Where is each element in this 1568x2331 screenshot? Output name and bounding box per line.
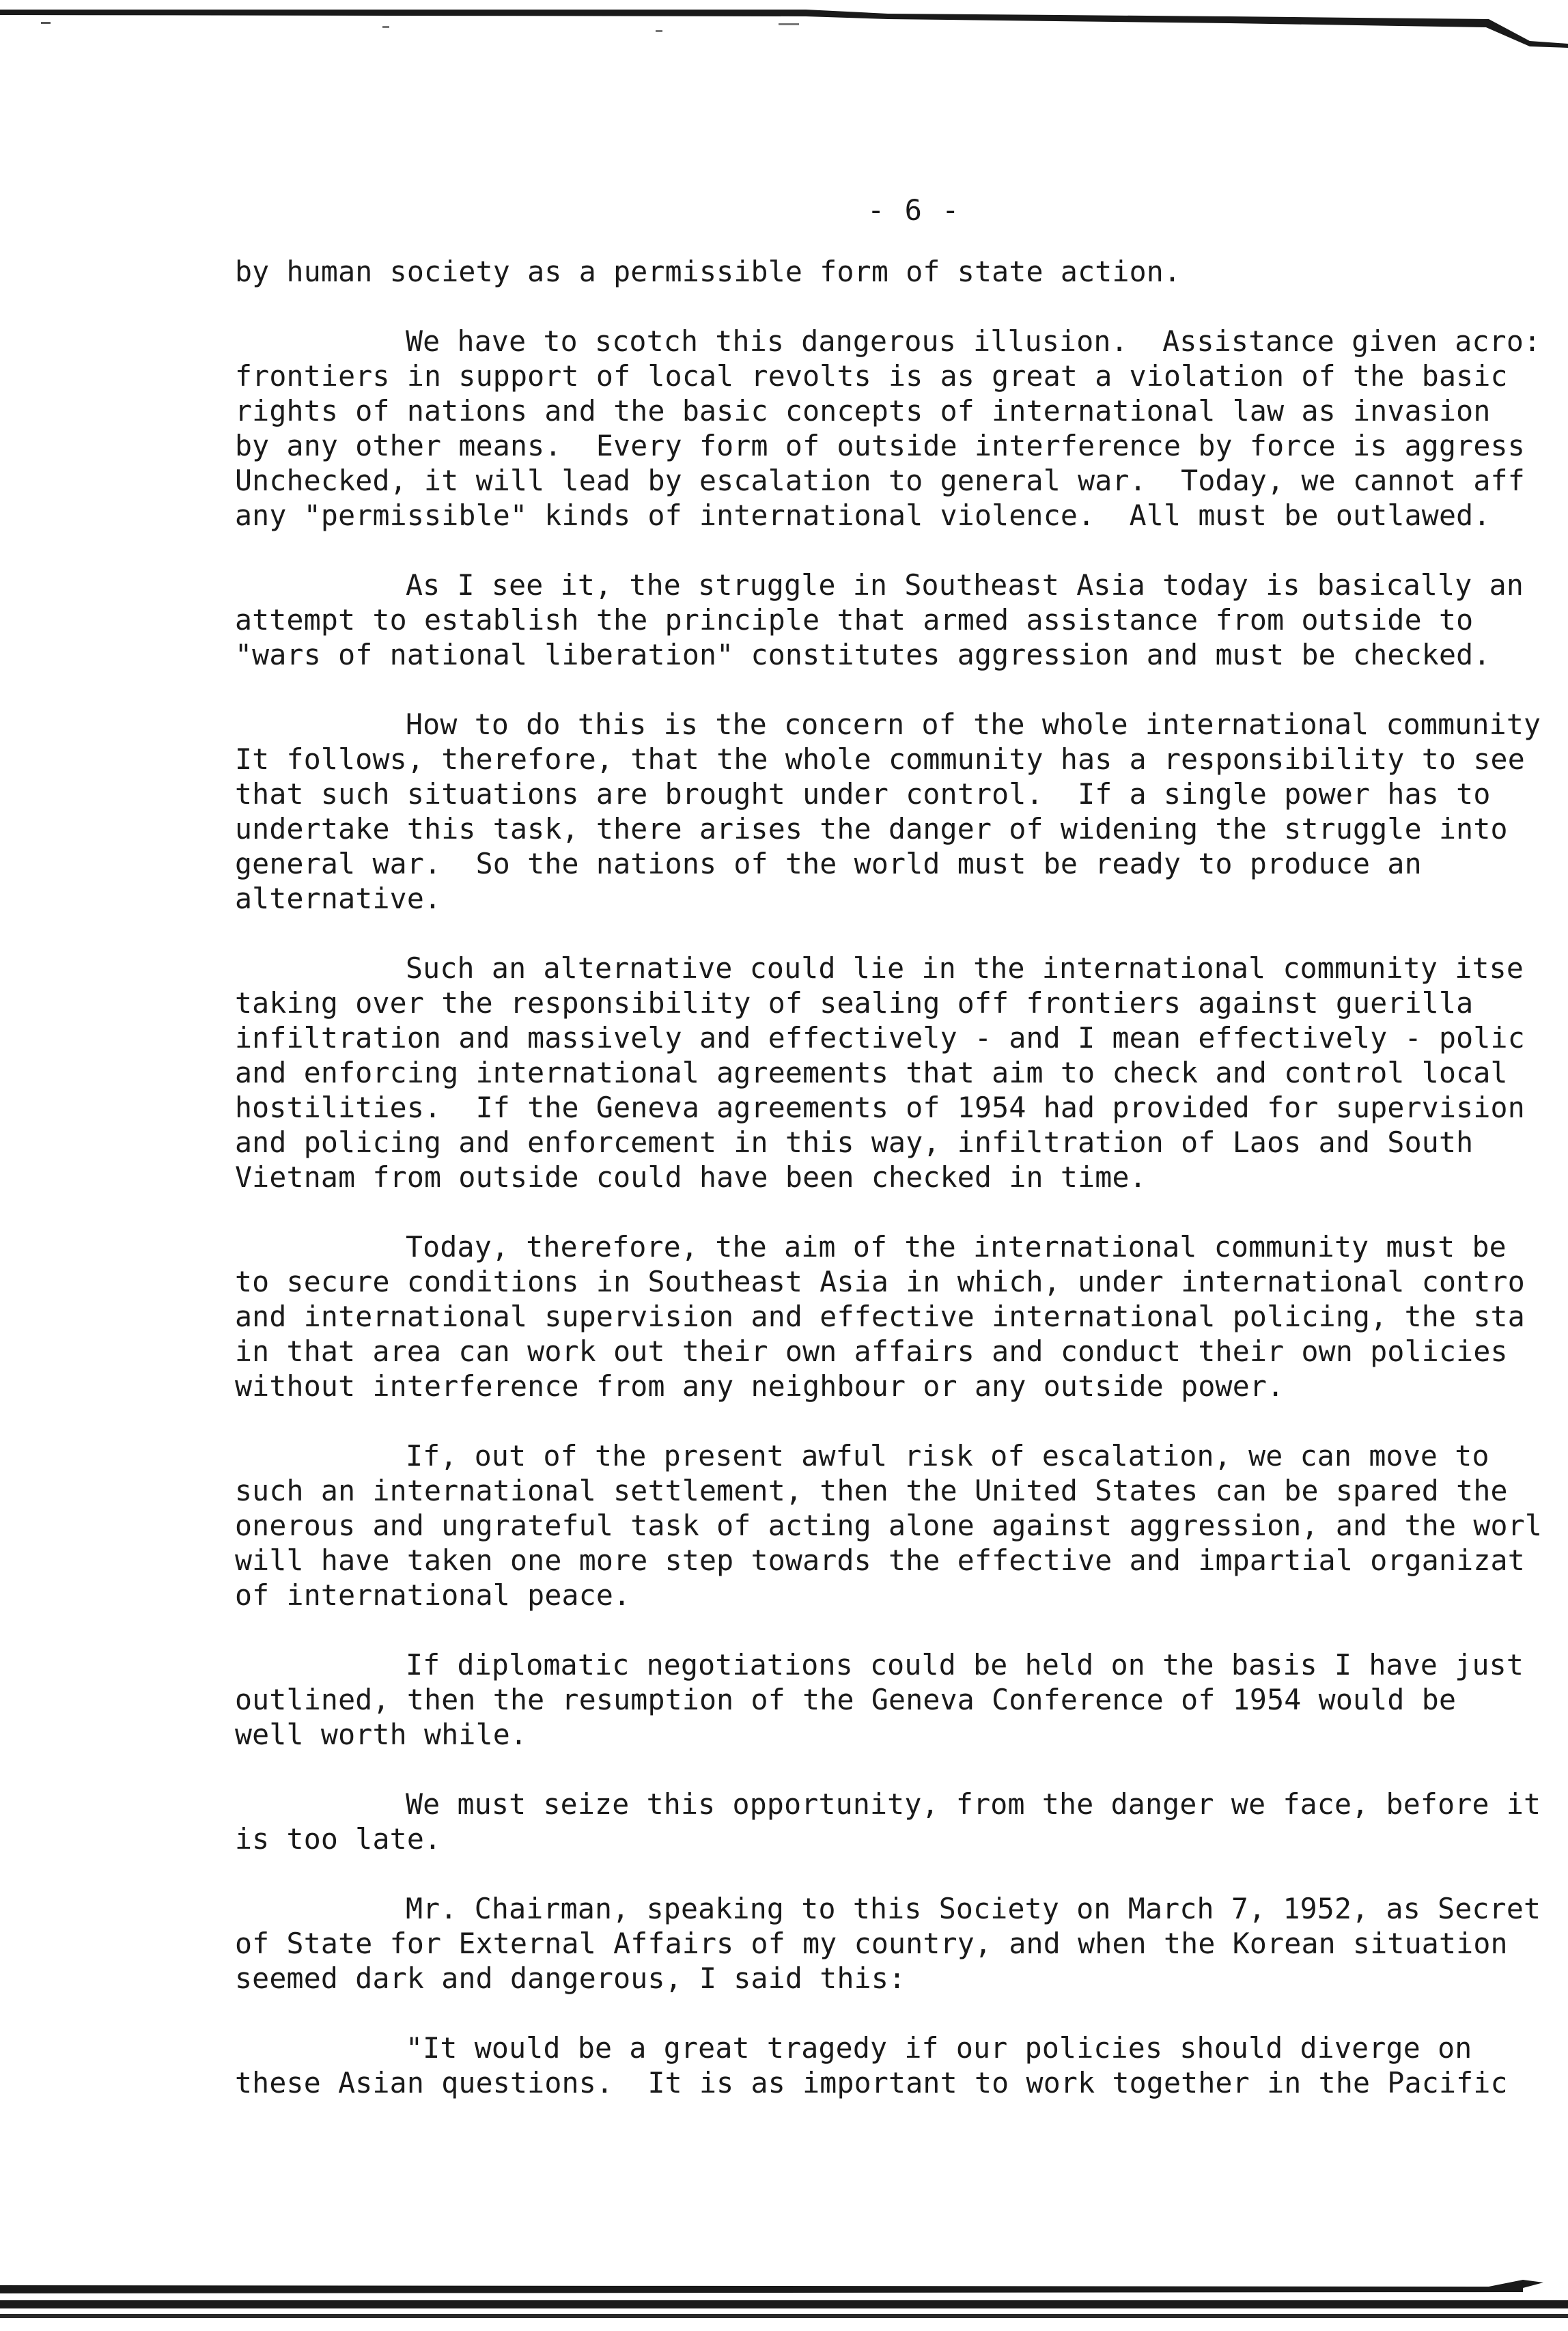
- text-line: taking over the responsibility of sealing off frontiers against guerilla: [235, 986, 1474, 1020]
- text-line: alternative.: [235, 882, 442, 915]
- text-line: well worth while.: [235, 1718, 528, 1751]
- text-line: of international peace.: [235, 1578, 631, 1612]
- text-line: these Asian questions. It is as important to work together in the Pacific: [235, 2066, 1508, 2099]
- text-line: without interference from any neighbour or any outside power.: [235, 1369, 1285, 1403]
- page-number: - 6 -: [867, 193, 961, 227]
- text-line: frontiers in support of local revolts is as great a violation of the basic: [235, 359, 1508, 393]
- text-line: that such situations are brought under control. If a single power has to: [235, 777, 1491, 811]
- text-line: As I see it, the struggle in Southeast Asia today is basically an: [406, 568, 1524, 602]
- text-line: We must seize this opportunity, from the danger we face, before it: [406, 1787, 1541, 1821]
- paragraph: [235, 1438, 1560, 1613]
- text-line: any "permissible" kinds of international violence. All must be outlawed.: [235, 499, 1491, 532]
- text-line: by human society as a permissible form of state action.: [235, 255, 1181, 288]
- text-line: infiltration and massively and effectively - and I mean effectively - polic: [235, 1021, 1525, 1055]
- paragraph: [235, 951, 1560, 1195]
- text-line: Today, therefore, the aim of the international community must be: [406, 1230, 1507, 1264]
- paragraph: [235, 1787, 1560, 1856]
- text-line: How to do this is the concern of the whole international community: [406, 708, 1541, 741]
- text-line: onerous and ungrateful task of acting alone against aggression, and the worl: [235, 1509, 1543, 1542]
- paragraph: [235, 1891, 1560, 1996]
- text-line: of State for External Affairs of my country, and when the Korean situation: [235, 1927, 1508, 1960]
- text-line: such an international settlement, then the United States can be spared the: [235, 1474, 1508, 1507]
- paragraph: [235, 1229, 1560, 1404]
- text-line: will have taken one more step towards the effective and impartial organizat: [235, 1544, 1525, 1577]
- text-line: and international supervision and effective international policing, the sta: [235, 1300, 1525, 1333]
- bottom-edge-rule: [0, 2267, 1568, 2331]
- text-line: Mr. Chairman, speaking to this Society on March 7, 1952, as Secret: [406, 1892, 1541, 1925]
- text-line: If diplomatic negotiations could be held on the basis I have just: [406, 1648, 1524, 1681]
- text-line: attempt to establish the principle that armed assistance from outside to: [235, 603, 1474, 637]
- text-line: to secure conditions in Southeast Asia in which, under international contro: [235, 1265, 1525, 1298]
- paragraph: [235, 568, 1560, 672]
- text-line: "wars of national liberation" constitutes aggression and must be checked.: [235, 638, 1491, 671]
- top-edge-rule: [0, 0, 1568, 55]
- text-line: and enforcing international agreements that aim to check and control local: [235, 1056, 1508, 1089]
- text-line: undertake this task, there arises the danger of widening the struggle into: [235, 812, 1508, 846]
- text-line: outlined, then the resumption of the Geneva Conference of 1954 would be: [235, 1683, 1457, 1716]
- text-line: rights of nations and the basic concepts of international law as invasion: [235, 394, 1491, 428]
- text-line: general war. So the nations of the world must be ready to produce an: [235, 847, 1422, 880]
- body-text: [235, 254, 1560, 2135]
- text-line: It follows, therefore, that the whole community has a responsibility to see: [235, 742, 1525, 776]
- text-line: by any other means. Every form of outside interference by force is aggress: [235, 429, 1525, 462]
- text-line: "It would be a great tragedy if our policies should diverge on: [406, 2031, 1472, 2065]
- text-line: seemed dark and dangerous, I said this:: [235, 1962, 906, 1995]
- text-line: is too late.: [235, 1822, 442, 1856]
- paragraph: [235, 2030, 1560, 2100]
- text-line: Unchecked, it will lead by escalation to general war. Today, we cannot aff: [235, 464, 1525, 497]
- text-line: We have to scotch this dangerous illusion. Assistance given acro:: [406, 324, 1541, 358]
- text-line: Such an alternative could lie in the international community itse: [406, 951, 1524, 985]
- text-line: Vietnam from outside could have been checked in time.: [235, 1160, 1147, 1194]
- paragraph: [235, 254, 1560, 289]
- text-line: hostilities. If the Geneva agreements of 1954 had provided for supervision: [235, 1091, 1525, 1124]
- paragraph: [235, 324, 1560, 533]
- text-line: and policing and enforcement in this way, infiltration of Laos and South: [235, 1126, 1474, 1159]
- paragraph: [235, 707, 1560, 916]
- text-line: in that area can work out their own affairs and conduct their own policies: [235, 1335, 1508, 1368]
- text-line: If, out of the present awful risk of escalation, we can move to: [406, 1439, 1489, 1472]
- paragraph: [235, 1647, 1560, 1752]
